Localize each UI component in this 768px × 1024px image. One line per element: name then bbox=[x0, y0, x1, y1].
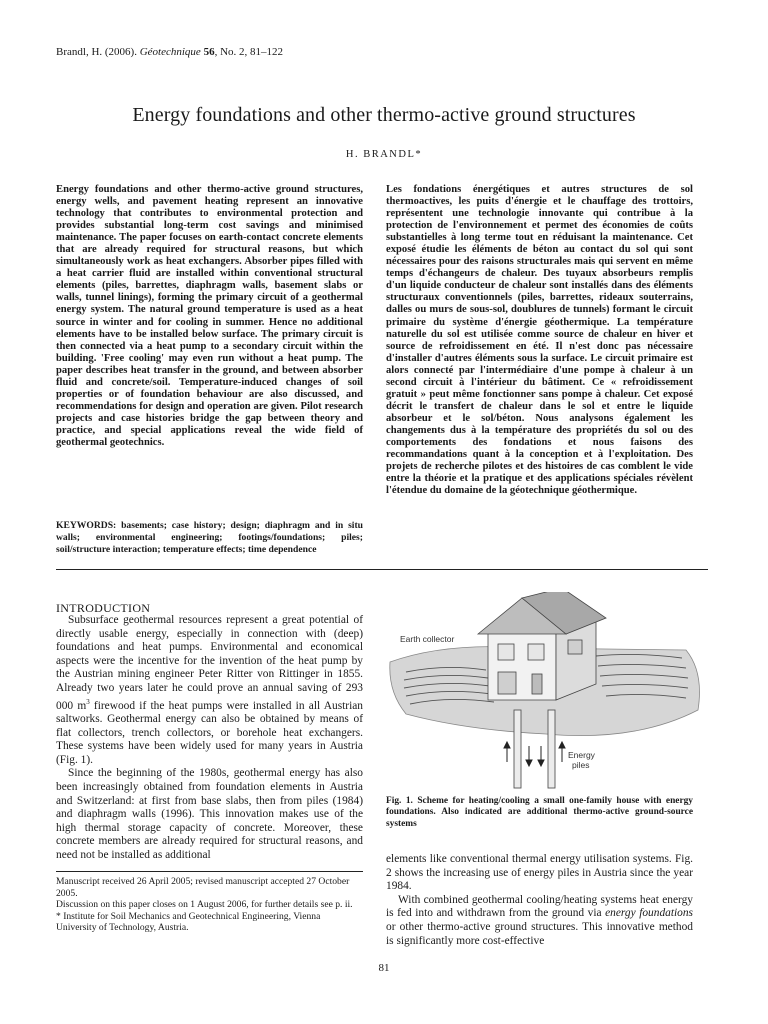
figure-label-energy: Energy bbox=[568, 750, 595, 760]
page-number: 81 bbox=[378, 962, 390, 974]
continuation-body bbox=[386, 853, 693, 948]
figure-label-piles: piles bbox=[572, 760, 590, 770]
cont-p2-italic: energy foundations bbox=[605, 907, 693, 920]
footnote-received: Manuscript received 26 April 2005; revised manuscript accepted 27 October 2005. bbox=[56, 876, 350, 899]
cont-p2-text-cont: or other thermo-active ground structures. This innovative method is significantly more cost-effective bbox=[386, 920, 693, 947]
footnote-divider bbox=[56, 871, 363, 872]
introduction-paragraph bbox=[56, 614, 363, 767]
figure-house-geothermal-scheme bbox=[386, 592, 706, 792]
continuation-paragraph: elements like conventional thermal energy utilisation systems. Fig. 2 shows the increasing use of energy piles in Austria since the year 1984. bbox=[386, 853, 693, 893]
footnotes bbox=[56, 876, 363, 934]
footnote-affiliation: * Institute for Soil Mechanics and Geotechnical Engineering, Vienna University of Technology, Austria. bbox=[56, 910, 321, 934]
section-divider bbox=[56, 569, 708, 570]
intro-p1-text-cont: firewood if the heat pumps were installed in all Austrian saltworks. Geothermal energy can also be obtained by means of flat collectors, trench collectors, or borehole heat exchangers. These systems have been widely used for many years in Austria (Fig. 1). bbox=[56, 699, 363, 766]
abstract-english: Energy foundations and other thermo-active ground structures, energy wells, and pavement heating represent an innovative technology that contributes to environmental protection and provides substantial long-term cost savings and minimised maintenance. The paper focuses on earth-contact concrete elements that are already required for structural reasons, but which simultaneously work as heat exchangers. Absorber pipes filled with a heat carrier fluid are installed within conventional structural elements (piles, barrettes, diaphragm walls, basement slabs or walls, tunnel linings), forming the primary circuit of a geothermal energy system. The natural ground temperature is used as a heat source in winter and for cooling in summer. Hence no additional elements have to be installed below surface. The primary circuit is then connected via a heat pump to a secondary circuit within the building. 'Free cooling' may even run without a heat pump. The paper describes heat transfer in the ground, and between absorber fluid and concrete/soil. Temperature-induced changes of soil properties or of foundation behaviour are also discussed, and recommendations for design and operation are given. Pilot research projects and case histories bridge the gap between theory and practice, and special applications reveal the wide field of geothermal geotechnics. bbox=[56, 184, 363, 448]
cont-p2-text: With combined geothermal cooling/heating systems heat energy is fed into and withdrawn from the ground via bbox=[386, 893, 693, 920]
citation-issue-pages: , No. 2, 81–122 bbox=[214, 46, 284, 58]
figure-label-earth-collector: Earth collector bbox=[400, 634, 455, 644]
introduction-body bbox=[56, 614, 363, 862]
introduction-paragraph: Since the beginning of the 1980s, geothermal energy has also been increasingly obtained from foundation elements in Austria and Switzerland: at first from base slabs, then from piles (1984) and diaphragm walls (1996). This innovation makes use of the high thermal storage capacity of concrete. Moreover, these concrete members are already required for structural reasons, and need not be installed as additional bbox=[56, 767, 363, 861]
footnote-discussion: Discussion on this paper closes on 1 August 2006, for further details see p. ii. bbox=[56, 899, 353, 911]
abstract-french: Les fondations énergétiques et autres structures de sol thermoactives, les puits d'énergie et le chauffage des trottoirs, représentent une technologie innovante qui contribue à la protection de l'environnement et permet des économies de coûts substantielles à long terme tout en réduisant la maintenance. Cet exposé étudie les éléments de béton au contact du sol qui sont nécessaires pour des raisons structurales mais qui servent en même temps d'échangeurs de chaleur. Des tuyaux absorbeurs remplis d'un liquide conducteur de chaleur sont installés dans des éléments structuraux conventionnels (piles, barrettes, rideaux souterrains, dalles ou murs de sous-sol, doublures de tunnels) formant le circuit primaire du système d'énergie géothermique. La température naturelle du sol est utilisée comme source de chaleur en hiver et source de refroidissement en été. Il n'est donc pas nécessaire d'installer d'autres éléments sous la surface. Le circuit primaire est alors connecté par l'intermédiaire d'une pompe à chaleur à un second circuit à l'intérieur du bâtiment. Ce « refroidissement gratuit » peut même fonctionner sans pompe à chaleur. Cet exposé décrit le transfert de chaleur dans le sol et entre le liquide absorbeur et le sol/béton. Nous analysons également les changements dus à la température des propriétés du sol ou des comportements des fondations et nous faisons des recommandations quant à la conception et à l'exploitation. Des projets de recherche pilotes et des histoires de cas comblent le vide entre la théorie et la pratique et des applications spéciales révèlent l'étendue du domaine de la géotechnique géothermique. bbox=[386, 184, 693, 497]
paper-title: Energy foundations and other thermo-active ground structures bbox=[132, 104, 636, 126]
keywords: KEYWORDS: basements; case history; design; diaphragm and in situ walls; environmental engineering; footings/foundations; piles; soil/structure interaction; temperature effects; time dependence bbox=[56, 520, 363, 555]
citation-journal: Géotechnique bbox=[139, 46, 201, 58]
continuation-paragraph bbox=[386, 894, 693, 948]
figure-caption: Fig. 1. Scheme for heating/cooling a small one-family house with energy foundations. Also indicated are additional thermo-active ground-source systems bbox=[386, 796, 693, 829]
intro-p1-superscript: 3 bbox=[86, 697, 90, 706]
paper-author: H. BRANDL* bbox=[345, 149, 423, 160]
section-heading-introduction: INTRODUCTION bbox=[56, 601, 151, 615]
citation-volume: 56 bbox=[203, 46, 215, 58]
journal-citation bbox=[56, 46, 283, 58]
intro-p1-text: Subsurface geothermal resources represent a great potential of directly usable energy, especially in connection with (deep) foundations and heat pumps. Environmental and economical aspects were the incentive for the invention of the heat pump by the Austrian mining engineer Peter Ritter von Rittinger in 1855. Already two years later he could prove an annual saving of 293 000 m bbox=[56, 614, 363, 712]
citation-authors: Brandl, H. (2006). bbox=[56, 46, 137, 58]
